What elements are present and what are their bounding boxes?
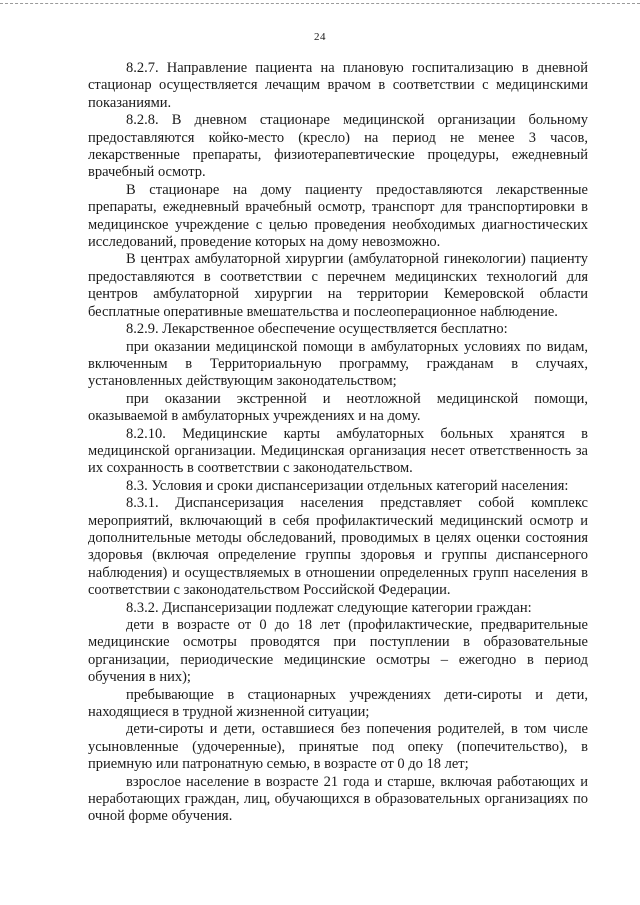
- paragraph-8-2-9: 8.2.9. Лекарственное обеспечение осуществляется бесплатно:: [126, 321, 508, 338]
- list-item-outpatient: при оказании медицинской помощи в амбулаторных условиях по видам, включенным в Территориальную программу, гражданам в случаях, установленных действующим законодательством;: [88, 338, 588, 390]
- paragraph-ambulatory-surgery: В центрах амбулаторной хирургии (амбулаторной гинекологии) пациенту предоставляются в соответствии с перечнем медицинских технологий для центров амбулаторной хирургии на территории Кемеровской области бесплатные оперативные вмешательства и послеоперационное наблюдение.: [88, 251, 588, 320]
- document-body: [88, 60, 588, 826]
- list-item-adults: взрослое население в возрасте 21 года и старше, включая работающих и неработающих граждан, лиц, обучающихся в образовательных организациях по очной форме обучения.: [88, 773, 588, 825]
- paragraph-8-3-1: 8.3.1. Диспансеризация населения представляет собой комплекс мероприятий, включающий в себя профилактический медицинский осмотр и дополнительные методы обследований, проводимых в целях оценки состояния здоровья (включая определение группы здоровья и группы диспансерного наблюдения) и осуществляемых в отношении определенных групп населения в соответствии с законодательством Российской Федерации.: [88, 495, 588, 599]
- list-item-emergency: при оказании экстренной и неотложной медицинской помощи, оказываемой в амбулаторных учреждениях и на дому.: [88, 390, 588, 425]
- paragraph-8-2-8: 8.2.8. В дневном стационаре медицинской организации больному предоставляются койко-место (кресло) на период не менее 3 часов, лекарственные препараты, физиотерапевтические процедуры, ежедневный врачебный осмотр.: [88, 112, 588, 181]
- list-item-orphans-without-care: дети-сироты и дети, оставшиеся без попечения родителей, в том числе усыновленные (удочеренные), принятые под опеку (попечительство), в приемную или патронатную семью, в возрасте от 0 до 18 лет;: [88, 721, 588, 773]
- paragraph-home-hospital: В стационаре на дому пациенту предоставляются лекарственные препараты, ежедневный врачебный осмотр, транспорт для транспортировки в медицинское учреждение с целью проведения необходимых диагностических исследований, проведение которых на дому невозможно.: [88, 181, 588, 251]
- paragraph-8-2-7: 8.2.7. Направление пациента на плановую госпитализацию в дневной стационар осуществляется лечащим врачом в соответствии с медицинскими показаниями.: [88, 60, 588, 111]
- top-scan-rule: [0, 3, 640, 4]
- list-item-inpatient-orphans: пребывающие в стационарных учреждениях дети-сироты и дети, находящиеся в трудной жизненной ситуации;: [88, 686, 588, 721]
- list-item-children: дети в возрасте от 0 до 18 лет (профилактические, предварительные медицинские осмотры проводятся при поступлении в образовательные организации, периодические медицинские осмотры – ежегодно в период обучения в них);: [88, 617, 588, 686]
- paragraph-8-3: 8.3. Условия и сроки диспансеризации отдельных категорий населения:: [126, 477, 569, 494]
- paragraph-8-2-10: 8.2.10. Медицинские карты амбулаторных больных хранятся в медицинской организации. Медицинская организация несет ответственность за их сохранность в соответствии с законодательством.: [88, 425, 588, 477]
- paragraph-8-3-2: 8.3.2. Диспансеризации подлежат следующие категории граждан:: [126, 599, 532, 616]
- page-number: 24: [314, 31, 326, 43]
